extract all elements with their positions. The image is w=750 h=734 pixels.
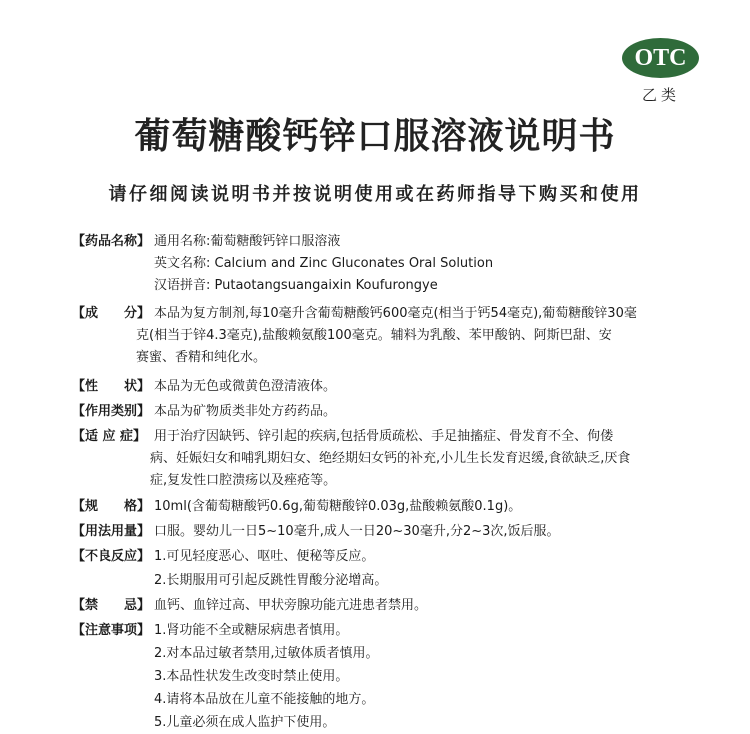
- page-subtitle: 请仔细阅读说明书并按说明使用或在药师指导下购买和使用: [108, 184, 642, 205]
- otc-class-label: 乙类: [641, 86, 680, 104]
- section-label: 【注意事项】: [72, 623, 151, 638]
- otc-badge: OTC: [622, 38, 699, 78]
- section-label: 【适 应 症】: [72, 429, 147, 444]
- section-adverse: [72, 546, 692, 592]
- section-line: 5.儿童必须在成人监护下使用。: [154, 715, 336, 730]
- section-label: 【成 分】: [72, 306, 151, 321]
- section-label: 【不良反应】: [72, 549, 151, 564]
- section-precautions: [72, 619, 692, 734]
- section-line: 通用名称:葡萄糖酸钙锌口服溶液: [154, 234, 341, 249]
- section-label: 【规 格】: [72, 499, 151, 514]
- section-line: 病、妊娠妇女和哺乳期妇女、绝经期妇女钙的补充,小儿生长发育迟缓,食欲缺乏,厌食: [150, 451, 631, 466]
- section-line: 本品为复方制剂,每10毫升含葡萄糖酸钙600毫克(相当于钙54毫克),葡萄糖酸锌30毫: [154, 306, 637, 321]
- section-line: 症,复发性口腔溃疡以及痤疮等。: [150, 473, 337, 488]
- section-dosage: [72, 521, 692, 543]
- section-line: 2.对本品过敏者禁用,过敏体质者慎用。: [154, 646, 379, 661]
- section-contraindications: [72, 595, 692, 617]
- section-category: [72, 401, 692, 423]
- section-composition: [72, 303, 692, 369]
- section-line: 本品为无色或微黄色澄清液体。: [154, 379, 337, 394]
- section-indications: [72, 426, 692, 492]
- section-line: 10ml(含葡萄糖酸钙0.6g,葡萄糖酸锌0.03g,盐酸赖氨酸0.1g)。: [154, 499, 522, 514]
- section-line: 血钙、血锌过高、甲状旁腺功能亢进患者禁用。: [154, 598, 428, 613]
- section-appearance: [72, 376, 692, 398]
- page-title: 葡萄糖酸钙锌口服溶液说明书: [134, 116, 616, 157]
- section-label: 【作用类别】: [72, 404, 151, 419]
- section-line: 赛蜜、香精和纯化水。: [136, 350, 267, 365]
- section-line: 汉语拼音: Putaotangsuangaixin Koufurongye: [154, 278, 438, 293]
- section-line: 口服。婴幼儿一日5~10毫升,成人一日20~30毫升,分2~3次,饭后服。: [154, 524, 560, 539]
- section-line: 1.可见轻度恶心、呕吐、便秘等反应。: [154, 549, 375, 564]
- section-line: 1.肾功能不全或糖尿病患者慎用。: [154, 623, 349, 638]
- section-spec: [72, 496, 692, 518]
- section-line: 3.本品性状发生改变时禁止使用。: [154, 669, 349, 684]
- section-label: 【药品名称】: [72, 234, 151, 249]
- section-line: 本品为矿物质类非处方药药品。: [154, 404, 337, 419]
- section-label: 【禁 忌】: [72, 598, 151, 613]
- section-line: 英文名称: Calcium and Zinc Gluconates Oral Solution: [154, 256, 494, 271]
- section-line: 2.长期服用可引起反跳性胃酸分泌增高。: [154, 573, 388, 588]
- section-line: 4.请将本品放在儿童不能接触的地方。: [154, 692, 375, 707]
- section-line: 用于治疗因缺钙、锌引起的疾病,包括骨质疏松、手足抽搐症、骨发育不全、佝偻: [154, 429, 614, 444]
- section-line: 克(相当于锌4.3毫克),盐酸赖氨酸100毫克。辅料为乳酸、苯甲酸钠、阿斯巴甜、安: [136, 328, 612, 343]
- section-drug-name: [72, 231, 692, 297]
- section-label: 【性 状】: [72, 379, 151, 394]
- section-label: 【用法用量】: [72, 524, 151, 539]
